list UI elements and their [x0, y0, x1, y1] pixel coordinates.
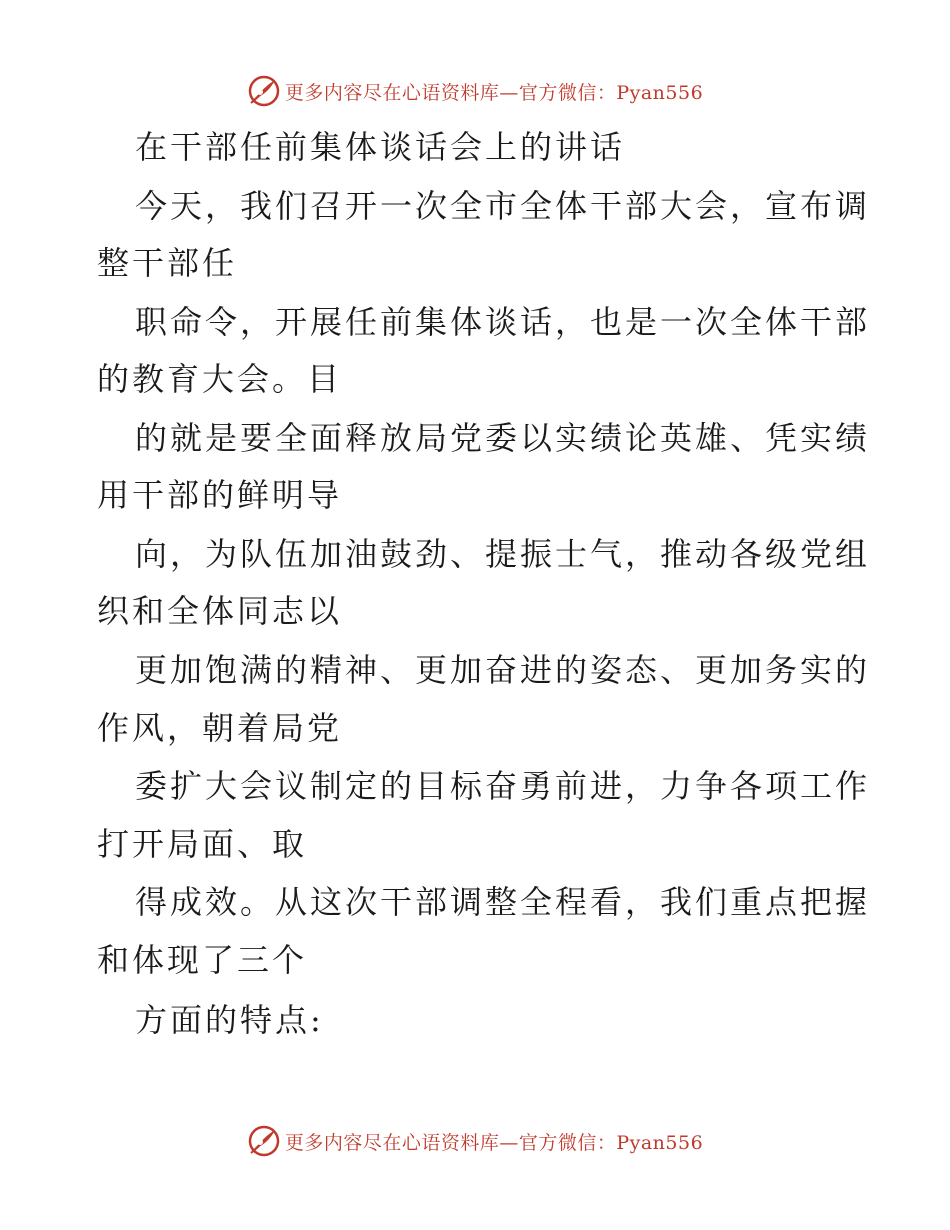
banner-separator: — [499, 81, 519, 104]
paragraph-line: 打开局面、取 [97, 825, 308, 863]
banner-text [285, 1128, 703, 1155]
paragraph-line: 更加饱满的精神、更加奋进的姿态、更加务实的 [135, 651, 871, 689]
banner-wechat-text: 官方微信：Pyan556 [518, 1131, 704, 1154]
paragraph-line: 得成效。从这次干部调整全程看，我们重点把握 [135, 883, 871, 921]
paragraph-line: 用干部的鲜明导 [97, 476, 343, 514]
paragraph-line: 今天，我们召开一次全市全体干部大会，宣布调 [135, 187, 871, 225]
document-title: 在干部任前集体谈话会上的讲话 [135, 128, 626, 166]
banner-wechat-text: 官方微信：Pyan556 [518, 81, 704, 104]
banner-separator: — [499, 1131, 519, 1154]
paragraph-line: 向，为队伍加油鼓劲、提振士气，推动各级党组 [135, 535, 871, 573]
paragraph-line: 作风，朝着局党 [97, 709, 343, 747]
banner-text [285, 78, 703, 105]
banner-main-text: 更多内容尽在心语资料库 [284, 1131, 500, 1154]
paragraph-line: 的就是要全面释放局党委以实绩论英雄、凭实绩 [135, 419, 871, 457]
header-banner [0, 71, 950, 111]
paragraph-line: 职命令，开展任前集体谈话，也是一次全体干部 [135, 303, 871, 341]
quill-pen-logo-icon [247, 1124, 281, 1158]
paragraph-line: 整干部任 [97, 244, 238, 282]
paragraph-line: 和体现了三个 [97, 941, 308, 979]
paragraph-line: 方面的特点: [135, 1001, 324, 1039]
banner-main-text: 更多内容尽在心语资料库 [284, 81, 500, 104]
quill-pen-logo-icon [247, 74, 281, 108]
paragraph-line: 织和全体同志以 [97, 592, 343, 630]
paragraph-line: 委扩大会议制定的目标奋勇前进，力争各项工作 [135, 767, 871, 805]
paragraph-line: 的教育大会。目 [97, 360, 343, 398]
footer-banner [0, 1121, 950, 1161]
